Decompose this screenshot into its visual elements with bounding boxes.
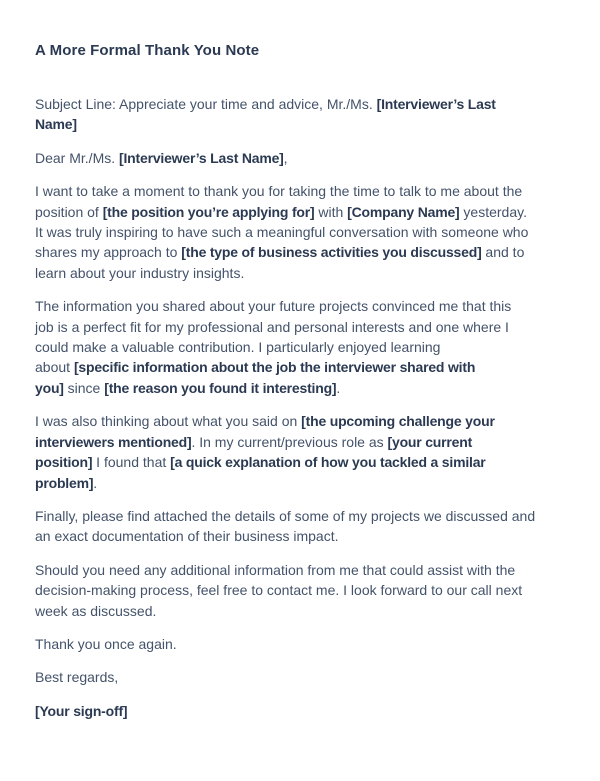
placeholder-text: [specific information about the job the interviewer shared with <box>73 359 476 376</box>
text-line <box>35 337 568 357</box>
body-text: Dear Mr./Ms. <box>35 149 120 166</box>
text-line <box>35 114 568 134</box>
text-line <box>35 432 568 452</box>
text-line <box>35 317 568 337</box>
document-title: A More Formal Thank You Note <box>35 42 260 59</box>
paragraph-thanks-line <box>35 634 568 654</box>
placeholder-text: [your current <box>387 433 473 450</box>
paragraph-opening-paragraph <box>35 181 568 283</box>
placeholder-text: [Your sign-off] <box>35 702 128 719</box>
paragraph-attachment-paragraph <box>35 506 568 547</box>
paragraph-availability-paragraph <box>35 560 568 621</box>
text-line <box>35 506 568 526</box>
body-text: Should you need any additional information from me that could assist with the <box>35 561 516 578</box>
body-text: I was also thinking about what you said on <box>35 413 302 430</box>
text-line <box>35 378 568 398</box>
body-text: . <box>93 474 98 491</box>
body-text: yesterday. <box>459 203 527 220</box>
body-text: an exact documentation of their business impact. <box>35 528 339 545</box>
placeholder-text: [Interviewer’s Last <box>376 96 496 112</box>
body-text: . <box>336 379 341 396</box>
placeholder-text: [the position you’re applying for] <box>102 203 315 220</box>
text-line <box>35 560 568 580</box>
body-text: decision-making process, feel free to contact me. I look forward to our call next <box>35 582 523 599</box>
paragraph-signoff-line <box>35 701 568 721</box>
body-text: about <box>35 359 74 376</box>
body-text: I found that <box>92 454 171 471</box>
placeholder-text: you] <box>35 379 64 396</box>
text-line <box>35 452 568 472</box>
text-line <box>35 601 568 621</box>
body-text: Subject Line: Appreciate your time and advice, Mr./Ms. <box>35 96 377 112</box>
paragraph-salutation <box>35 148 568 168</box>
text-line <box>35 634 568 654</box>
text-line <box>35 357 568 377</box>
body-text: job is a perfect fit for my professional and personal interests and one where I <box>35 318 509 335</box>
body-text: , <box>283 149 288 166</box>
body-text: The information you shared about your future projects convinced me that this <box>35 298 512 315</box>
body-text: shares my approach to <box>35 244 182 261</box>
placeholder-text: [Interviewer’s Last Name] <box>119 149 284 166</box>
placeholder-text: Name] <box>35 116 77 133</box>
text-line <box>35 181 568 201</box>
letter-body <box>35 94 568 721</box>
body-text: . In my current/previous role as <box>191 433 388 450</box>
text-line <box>35 202 568 222</box>
text-line <box>35 263 568 283</box>
text-line <box>35 701 568 721</box>
placeholder-text: problem] <box>35 474 94 491</box>
body-text: It was truly inspiring to have such a meaningful conversation with someone who <box>35 224 529 241</box>
text-line <box>35 667 568 687</box>
text-line <box>35 411 568 431</box>
text-line <box>35 473 568 493</box>
text-line <box>35 94 568 114</box>
body-text: with <box>314 203 348 220</box>
text-line <box>35 296 568 316</box>
body-text: position of <box>35 203 103 220</box>
paragraph-subject-line <box>35 94 568 135</box>
body-text: could make a valuable contribution. I particularly enjoyed learning <box>35 339 441 356</box>
body-text: since <box>63 379 105 396</box>
paragraph-challenge-paragraph <box>35 411 568 493</box>
placeholder-text: [the upcoming challenge your <box>301 413 495 430</box>
placeholder-text: [a quick explanation of how you tackled a similar <box>170 454 486 471</box>
body-text: Best regards, <box>35 669 119 686</box>
text-line <box>35 222 568 242</box>
letter-content <box>35 40 568 721</box>
text-line <box>35 526 568 546</box>
text-line <box>35 242 568 262</box>
paragraph-fit-paragraph <box>35 296 568 398</box>
placeholder-text: [Company Name] <box>347 203 460 220</box>
placeholder-text: [the type of business activities you discussed] <box>181 244 482 261</box>
placeholder-text: [the reason you found it interesting] <box>104 379 337 396</box>
body-text: I want to take a moment to thank you for taking the time to talk to me about the <box>35 183 523 200</box>
text-line <box>35 148 568 168</box>
placeholder-text: interviewers mentioned] <box>35 433 192 450</box>
body-text: Finally, please find attached the details of some of my projects we discussed and <box>35 507 536 524</box>
body-text: learn about your industry insights. <box>35 264 245 281</box>
body-text: Thank you once again. <box>35 635 177 652</box>
placeholder-text: position] <box>35 454 93 471</box>
paragraph-closing-line <box>35 667 568 687</box>
body-text: and to <box>481 244 525 261</box>
body-text: week as discussed. <box>35 602 157 619</box>
text-line <box>35 580 568 600</box>
